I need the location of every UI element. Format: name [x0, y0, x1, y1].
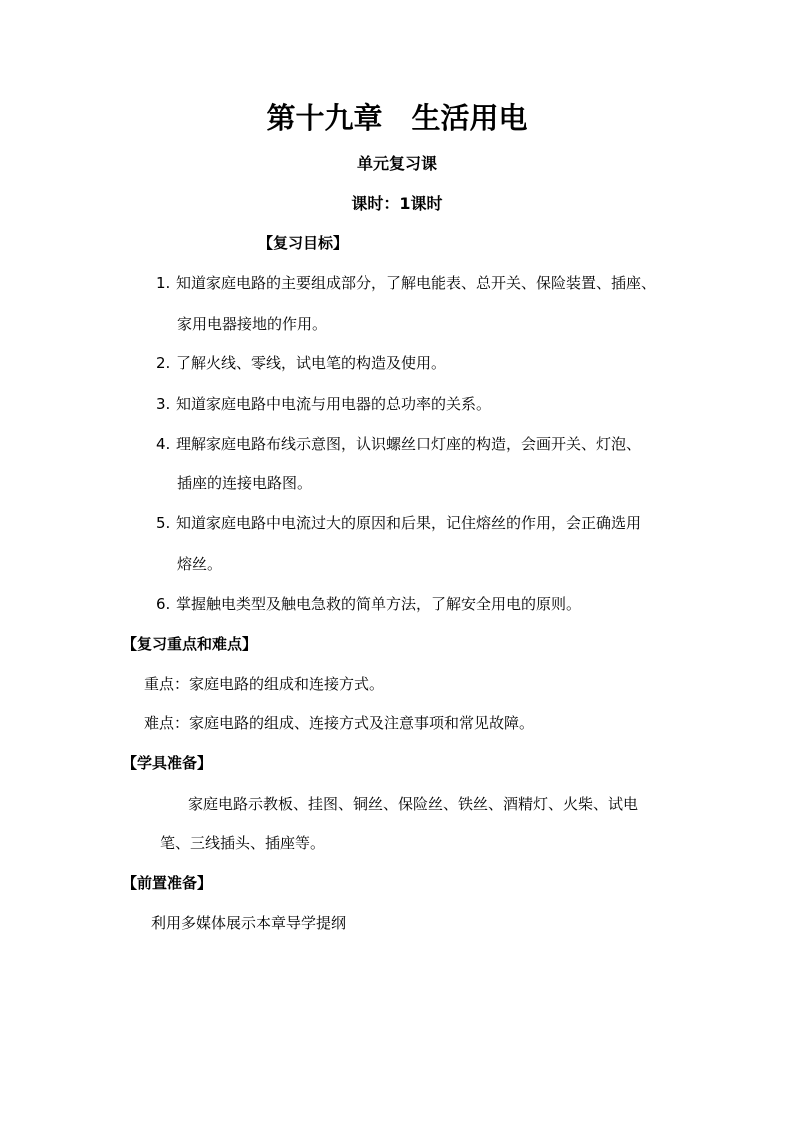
- objective-item-5-line-2: 熔丝。: [177, 555, 223, 573]
- objective-item-4-line-1: [156, 433, 641, 454]
- lesson-period: 课时：1课时: [351, 194, 443, 213]
- materials-line-1: 家庭电路示教板、挂图、铜丝、保险丝、铁丝、酒精灯、火柴、试电: [188, 795, 639, 813]
- objective-text: 理解家庭电路布线示意图，认识螺丝口灯座的构造，会画开关、灯泡、: [176, 435, 642, 453]
- objective-item-5-line-1: [156, 512, 641, 533]
- objective-number: 4.: [156, 435, 171, 453]
- objective-text: 知道家庭电路的主要组成部分，了解电能表、总开关、保险装置、插座、: [176, 274, 657, 292]
- objective-number: 1.: [156, 274, 171, 292]
- objective-text: 掌握触电类型及触电急救的简单方法，了解安全用电的原则。: [176, 595, 582, 613]
- objectives-heading: 【复习目标】: [258, 234, 349, 252]
- objective-text: 了解火线、零线，试电笔的构造及使用。: [176, 354, 447, 372]
- objective-number: 6.: [156, 595, 171, 613]
- objective-number: 2.: [156, 354, 171, 372]
- objective-number: 3.: [156, 395, 171, 413]
- preparation-heading: 【前置准备】: [122, 874, 213, 892]
- objective-number: 5.: [156, 514, 171, 532]
- chapter-title: 第十九章 生活用电: [266, 101, 528, 135]
- materials-line-2: 笔、三线插头、插座等。: [160, 834, 326, 852]
- key-point-difficulty: 难点：家庭电路的组成、连接方式及注意事项和常见故障。: [144, 714, 535, 732]
- objective-text: 知道家庭电路中电流过大的原因和后果，记住熔丝的作用，会正确选用: [176, 514, 642, 532]
- key-point-focus: 重点：家庭电路的组成和连接方式。: [144, 675, 385, 693]
- objective-item-1-line-2: 家用电器接地的作用。: [177, 315, 328, 333]
- objective-item-6: [156, 593, 581, 614]
- objective-item-1-line-1: [156, 272, 656, 293]
- objective-item-4-line-2: 插座的连接电路图。: [177, 474, 313, 492]
- key-points-heading: 【复习重点和难点】: [122, 635, 258, 653]
- objective-item-2: [156, 352, 446, 373]
- objective-text: 知道家庭电路中电流与用电器的总功率的关系。: [176, 395, 492, 413]
- preparation-text: 利用多媒体展示本章导学提纲: [151, 914, 347, 932]
- objective-item-3: [156, 393, 491, 414]
- materials-heading: 【学具准备】: [122, 754, 213, 772]
- lesson-subtitle: 单元复习课: [356, 154, 437, 173]
